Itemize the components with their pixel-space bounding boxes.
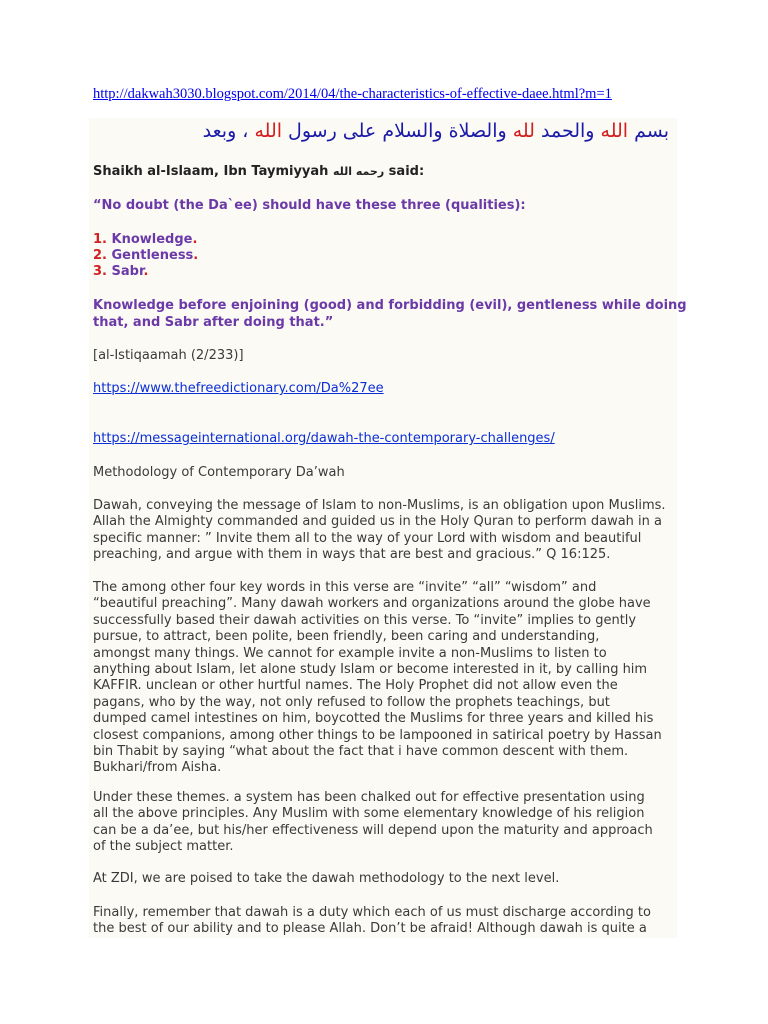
paragraph-line: Finally, remember that dawah is a duty which each of us must discharge according to <box>93 905 651 920</box>
paragraph-line: preaching, and argue with them in ways that are best and gracious.” Q 16:125. <box>93 547 611 563</box>
paragraph-line: “beautiful preaching”. Many dawah workers and organizations around the globe have <box>93 596 651 612</box>
quote-intro: “No doubt (the Da`ee) should have these three (qualities): <box>93 198 526 213</box>
paragraph-line: the best of our ability and to please Allah. Don’t be afraid! Although dawah is quite a <box>93 921 647 937</box>
paragraph-line: of the subject matter. <box>93 839 234 855</box>
paragraph-line: Dawah, conveying the message of Islam to non-Muslims, is an obligation upon Muslims. <box>93 498 666 513</box>
paragraph <box>93 580 677 777</box>
paragraph-line: anything about Islam, let alone study Islam or become interested in it, by calling him <box>93 662 648 678</box>
section-title: Methodology of Contemporary Da’wah <box>93 465 345 480</box>
paragraph-line: dumped camel intestines on him, boycotted the Muslims for three years and killed his <box>93 711 654 727</box>
paragraph <box>93 871 677 887</box>
paragraph <box>93 498 677 564</box>
reference-citation: [al-Istiqaamah (2/233)] <box>93 348 244 363</box>
paragraph-line: Bukhari/from Aisha. <box>93 760 222 776</box>
paragraph-line: can be a da’ee, but his/her effectiveness will depend upon the maturity and approach <box>93 822 653 838</box>
paragraph-line: bin Thabit by saying “what about the fact that i have common descent with them. <box>93 744 629 760</box>
paragraph <box>93 790 677 856</box>
paragraph-line: closest companions, among other things to be lampooned in satirical poetry by Hassan <box>93 727 662 743</box>
paragraph-line: Allah the Almighty commanded and guided us in the Holy Quran to perform dawah in a <box>93 514 662 530</box>
quality-item: 1. Knowledge. <box>93 232 198 247</box>
paragraph-line: pursue, to attract, been polite, been friendly, been caring and understanding, <box>93 629 600 645</box>
paragraph-line: Under these themes. a system has been chalked out for effective presentation using <box>93 790 645 805</box>
quote-close-line: that, and Sabr after doing that.” <box>93 315 334 330</box>
article-content <box>89 118 687 938</box>
quote-close-line: Knowledge before enjoining (good) and forbidding (evil), gentleness while doing <box>93 298 687 313</box>
paragraph-line: KAFFIR. unclean or other hurtful names. The Holy Prophet did not allow even the <box>93 678 618 694</box>
paragraph-line: all the above principles. Any Muslim with some elementary knowledge of his religion <box>93 806 645 822</box>
paragraph-line: specific manner: ” Invite them all to the way of your Lord with wisdom and beautiful <box>93 530 642 546</box>
dictionary-link[interactable]: https://www.thefreedictionary.com/Da%27ee <box>93 381 384 396</box>
quality-item: 2. Gentleness. <box>93 248 199 263</box>
source-url-link[interactable]: http://dakwah3030.blogspot.com/2014/04/the-characteristics-of-effective-daee.html?m=1 <box>93 86 612 102</box>
paragraph-line: successfully based their dawah activities on this verse. To “invite” implies to gently <box>93 612 637 628</box>
paragraph <box>93 905 677 938</box>
quality-item: 3. Sabr. <box>93 264 149 279</box>
paragraph-line: amongst many things. We cannot for example invite a non-Muslims to listen to <box>93 645 607 661</box>
attribution-line: Shaikh al-Islaam, Ibn Taymiyyah رحمه الله said: <box>93 164 425 179</box>
paragraph-line: pagans, who by the way, not only refused to follow the prophets teachings, but <box>93 694 610 710</box>
paragraph-line: The among other four key words in this verse are “invite” “all” “wisdom” and <box>93 580 597 595</box>
paragraph-line: At ZDI, we are poised to take the dawah methodology to the next level. <box>93 871 560 886</box>
arabic-heading: بسم الله والحمد لله والصلاة والسلام على رسول الله ، وبعد <box>202 120 669 142</box>
message-international-link[interactable]: https://messageinternational.org/dawah-the-contemporary-challenges/ <box>93 431 555 446</box>
